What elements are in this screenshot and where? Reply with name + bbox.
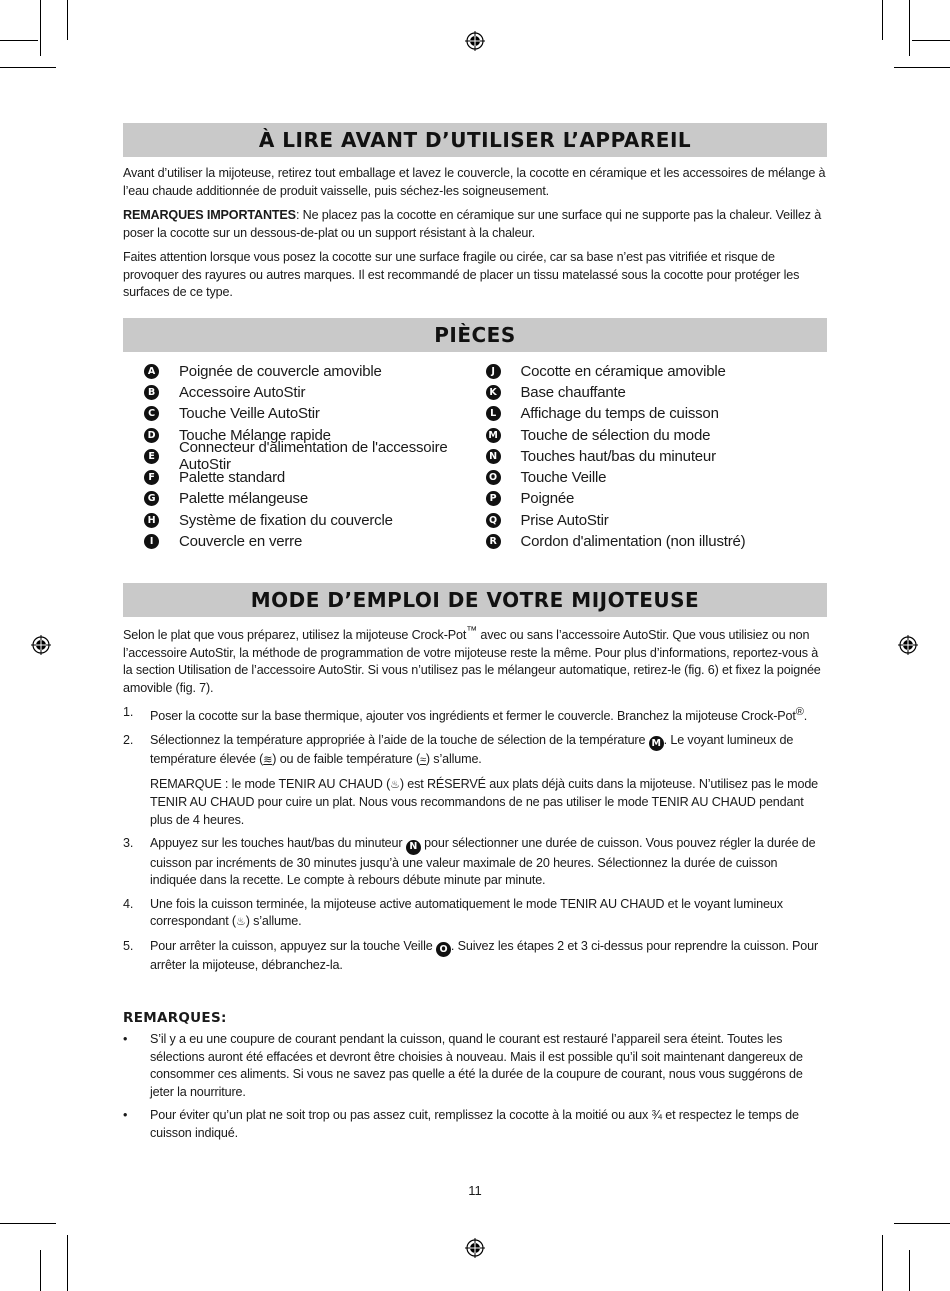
step-number: 1. (123, 705, 134, 720)
step-text-end: . (803, 709, 808, 724)
part-letter-badge: C (144, 406, 159, 421)
part-letter-badge: R (486, 534, 501, 549)
part-item (144, 403, 486, 424)
step-2-note (150, 776, 827, 830)
crop-mark (40, 1250, 41, 1291)
part-label: Affichage du temps de cuisson (520, 405, 719, 423)
part-item (144, 382, 486, 403)
step-text: Pour arrêter la cuisson, appuyez sur la touche Veille (150, 938, 436, 953)
part-item (486, 488, 828, 509)
part-label: Palette standard (179, 469, 286, 487)
registered-symbol: ® (795, 706, 804, 719)
part-label: Connecteur d'alimentation de l'accessoire AutoStir (179, 439, 448, 474)
step-text: Sélectionnez la température appropriée à l’aide de la touche de sélection de la température (150, 733, 649, 748)
part-letter-badge: Q (486, 513, 501, 528)
page-number: 11 (468, 1183, 482, 1198)
part-item (486, 510, 828, 531)
part-label: Cocotte en céramique amovible (520, 362, 726, 380)
crop-mark (912, 40, 950, 41)
part-label: Couvercle en verre (179, 533, 303, 551)
remark-item (123, 1031, 827, 1101)
remarks-heading: REMARQUES: (123, 1010, 227, 1027)
step-text: ) s’allume. (245, 914, 302, 929)
part-letter-badge: P (486, 491, 501, 506)
step-number: 4. (123, 896, 134, 911)
part-item (486, 446, 828, 467)
remarks-list (123, 1031, 827, 1142)
parts-column-left (144, 361, 486, 553)
part-label: Accessoire AutoStir (179, 383, 306, 401)
keep-warm-icon: ♨ (235, 916, 246, 929)
crop-mark (909, 1250, 910, 1291)
high-heat-icon: ≋ (263, 754, 273, 767)
section-heading-before-use: À LIRE AVANT D’UTILISER L’APPAREIL (123, 123, 827, 157)
part-item (486, 403, 828, 424)
part-item (144, 361, 486, 382)
step-3 (123, 835, 827, 889)
step-text: ) s’allume. (425, 752, 482, 767)
paragraph-before-use-1: Avant d’utiliser la mijoteuse, retirez tout emballage et lavez le couvercle, la cocotte en céramique et les accessoires de mélange à l’eau chaude additionnée de produit vaisselle, puis séchez-les soigneusement. (123, 166, 826, 198)
instruction-steps (123, 704, 827, 974)
badge-o-icon: O (436, 942, 451, 957)
step-text: ) ou de faible température ( (272, 752, 421, 767)
part-item (486, 382, 828, 403)
part-label: Poignée de couvercle amovible (179, 362, 382, 380)
section-heading-parts: PIÈCES (123, 318, 827, 352)
crop-mark (894, 1223, 950, 1224)
step-2 (123, 732, 827, 829)
crop-mark (894, 67, 950, 68)
part-item (486, 531, 828, 552)
part-letter-badge: B (144, 385, 159, 400)
part-label: Prise AutoStir (520, 511, 609, 529)
parts-list (123, 352, 827, 553)
remark-text: Pour éviter qu’un plat ne soit trop ou pas assez cuit, remplissez la cocotte à la moitié ou aux ¾ et respectez le temps de cuisson indiqué. (150, 1108, 799, 1140)
step-number: 5. (123, 938, 134, 953)
trademark-symbol: ™ (466, 625, 478, 638)
remark-item (123, 1107, 827, 1142)
step-text: pour sélectionner une durée de cuisson. Vous pouvez régler la durée de cuisson par incréments de 30 minutes jusqu’à une valeur maximale de 20 heures. Sélectionnez la durée de cuisson indiquée dans la recette. Le compte à rebours débute minute par minute. (150, 836, 816, 888)
part-item (486, 424, 828, 445)
part-letter-badge: L (486, 406, 501, 421)
part-item (144, 510, 486, 531)
part-item (486, 467, 828, 488)
part-letter-badge: M (486, 428, 501, 443)
part-label: Touche Mélange rapide (179, 426, 331, 444)
crop-mark (0, 40, 38, 41)
part-item (144, 531, 486, 552)
crop-mark (67, 0, 68, 40)
step-text: Une fois la cuisson terminée, la mijoteuse active automatiquement le mode TENIR AU CHAUD et le voyant lumineux correspondant ( (150, 896, 783, 929)
part-item (486, 361, 828, 382)
note-text: REMARQUE : le mode TENIR AU CHAUD ( (150, 776, 391, 791)
page-content (123, 123, 827, 1148)
step-text: . Suivez les étapes 2 et 3 ci-dessus pour reprendre la cuisson. Pour arrêter la mijoteuse, débranchez-la. (150, 938, 819, 972)
instructions-intro (123, 623, 827, 697)
crop-mark (67, 1235, 68, 1291)
parts-column-right (486, 361, 828, 553)
bullet-icon: • (123, 1108, 128, 1123)
part-letter-badge: G (144, 491, 159, 506)
keep-warm-icon: ♨ (390, 778, 400, 791)
badge-m-icon: M (649, 736, 664, 751)
part-label: Palette mélangeuse (179, 490, 308, 508)
part-item (144, 488, 486, 509)
step-number: 2. (123, 733, 134, 748)
part-letter-badge: F (144, 470, 159, 485)
paragraph-important-notes (123, 207, 827, 242)
part-item (144, 439, 486, 474)
step-text: Poser la cocotte sur la base thermique, ajouter vos ingrédients et fermer le couvercle. Branchez la mijoteuse Crock-Pot (150, 709, 796, 724)
part-label: Poignée (520, 490, 575, 508)
low-heat-icon: ≈ (420, 754, 426, 767)
registration-mark-icon (465, 31, 485, 51)
registration-mark-icon (898, 635, 918, 655)
part-letter-badge: E (144, 449, 159, 464)
remark-text: S’il y a eu une coupure de courant pendant la cuisson, quand le courant est restauré l’appareil sera éteint. Toutes les sélections auront été effacées et devront être choisies à nouveau. Mais il est possible qu’il soit maintenant dangereux de consommer ces aliments. Si vous ne savez pas quelle a été la durée de la coupure de courant, nous vous suggérons de jeter la nourriture. (150, 1032, 803, 1099)
intro-text-continued: avec ou sans l’accessoire AutoStir. Que vous utilisiez ou non l’accessoire AutoStir, la méthode de programmation de votre mijoteuse reste la même. Pour plus d’informations, reportez-vous à la section Utilisation de l’accessoire AutoStir. Si vous n’utilisez pas le mélangeur automatique, retirez-le (fig. 6) et fixez la poignée amovible (fig. 7). (123, 628, 821, 695)
part-letter-badge: A (144, 364, 159, 379)
part-letter-badge: N (486, 449, 501, 464)
section-heading-instructions: MODE D’EMPLOI DE VOTRE MIJOTEUSE (123, 583, 827, 617)
bullet-icon: • (123, 1032, 128, 1047)
part-letter-badge: D (144, 428, 159, 443)
step-5 (123, 938, 827, 975)
registration-mark-icon (465, 1238, 485, 1258)
part-letter-badge: I (144, 534, 159, 549)
part-label: Cordon d'alimentation (non illustré) (520, 533, 746, 551)
part-letter-badge: O (486, 470, 501, 485)
crop-mark (0, 1223, 56, 1224)
part-letter-badge: J (486, 364, 501, 379)
part-label: Base chauffante (520, 383, 626, 401)
crop-mark (882, 1235, 883, 1291)
part-letter-badge: K (486, 385, 501, 400)
part-label: Touche Veille (520, 469, 607, 487)
step-text: . Le voyant lumineux de température élevée ( (150, 733, 794, 767)
note-text: ) est RÉSERVÉ aux plats déjà cuits dans la mijoteuse. N’utilisez pas le mode TENIR AU CHAUD pour cuire un plat. Nous vous recommandons de ne pas utiliser le mode TENIR AU CHAUD pendant plus de 4 heures. (150, 776, 819, 827)
part-label: Touche Veille AutoStir (179, 405, 320, 423)
crop-mark (40, 0, 41, 56)
step-1 (123, 704, 827, 726)
registration-mark-icon (31, 635, 51, 655)
part-letter-badge: H (144, 513, 159, 528)
crop-mark (909, 0, 910, 56)
part-label: Touches haut/bas du minuteur (520, 447, 716, 465)
badge-n-icon: N (406, 840, 421, 855)
crop-mark (882, 0, 883, 40)
step-4 (123, 896, 827, 932)
crop-mark (0, 67, 56, 68)
paragraph-before-use-3: Faites attention lorsque vous posez la cocotte sur une surface fragile ou cirée, car sa base n’est pas vitrifiée et risque de provoquer des rayures ou autres marques. Il est recommandé de placer un tissu matelassé sous la cocotte pour protéger les surfaces de ce type. (123, 250, 800, 299)
important-notes-text: : Ne placez pas la cocotte en céramique sur une surface qui ne supporte pas la chaleur. Veillez à poser la cocotte sur un dessous-de-plat ou un support résistant à la chaleur. (123, 208, 822, 240)
part-label: Système de fixation du couvercle (179, 511, 393, 529)
important-notes-label: REMARQUES IMPORTANTES (123, 208, 296, 222)
step-number: 3. (123, 836, 134, 851)
part-label: Touche de sélection du mode (520, 426, 711, 444)
step-text: Appuyez sur les touches haut/bas du minuteur (150, 836, 406, 851)
intro-text: Selon le plat que vous préparez, utilisez la mijoteuse Crock-Pot (123, 628, 467, 643)
